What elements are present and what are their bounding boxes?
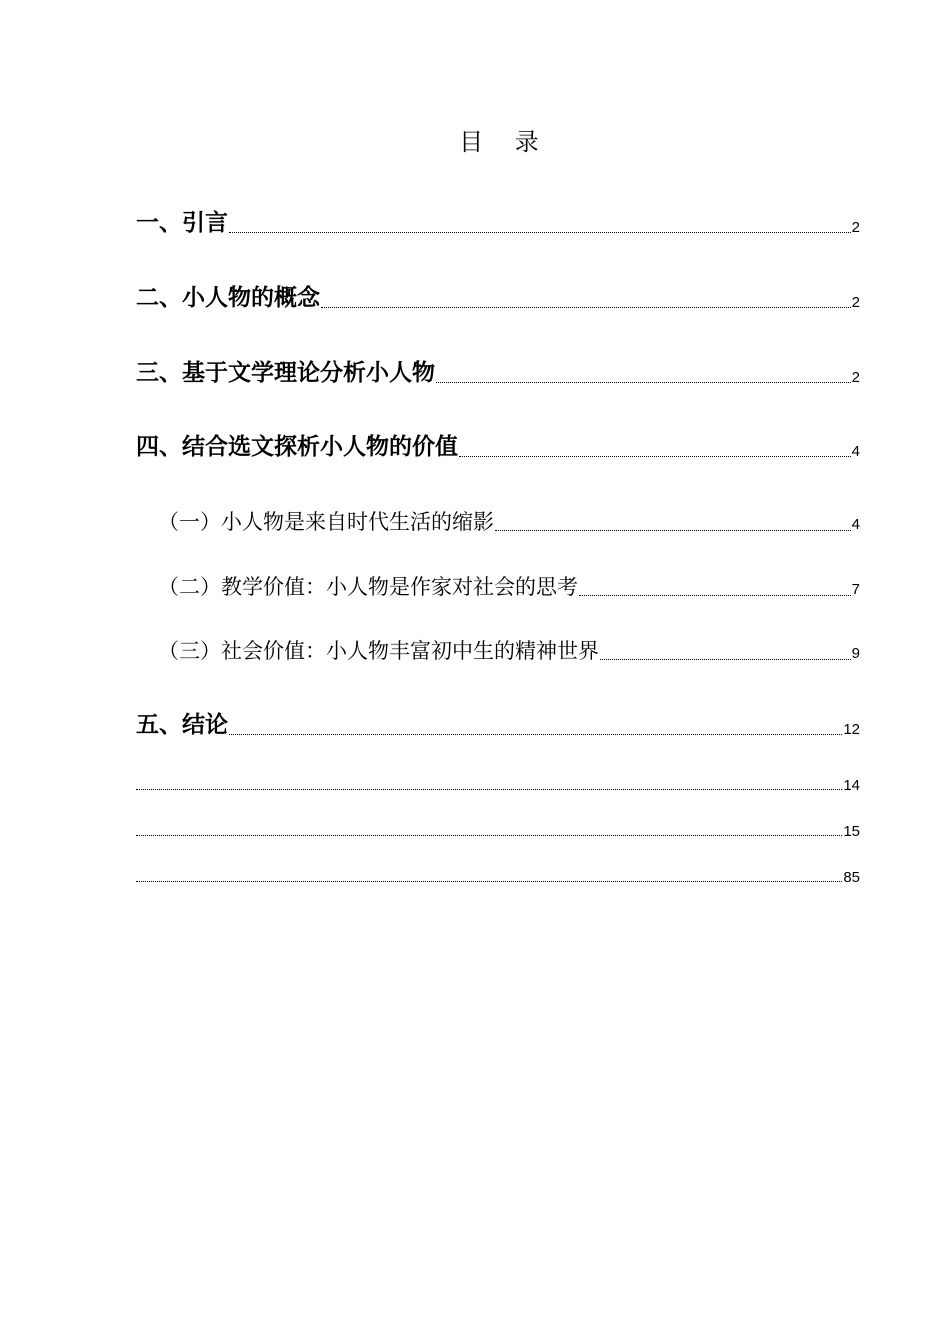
toc-title: 目 录 [459, 128, 551, 156]
toc-page-number: 85 [843, 869, 860, 886]
toc-entry-sub-2[interactable] [158, 573, 860, 601]
toc-entry-concept[interactable] [136, 283, 860, 313]
dot-leader [136, 789, 842, 790]
dot-leader [459, 456, 851, 457]
toc-page-number: 15 [843, 823, 860, 840]
toc-entry-sub-1[interactable] [158, 508, 860, 536]
toc-entry-introduction[interactable] [136, 208, 860, 238]
toc-entry-untitled-3[interactable] [136, 869, 860, 887]
toc-page-number: 2 [851, 219, 860, 236]
toc-page-number: 4 [851, 516, 860, 533]
toc-entry-text: （一）小人物是来自时代生活的缩影 [158, 510, 494, 534]
dot-leader [600, 659, 851, 660]
toc-page-number: 2 [851, 294, 860, 311]
toc-page-number: 7 [851, 581, 860, 598]
toc-entry-text: 五、结论 [136, 712, 228, 738]
toc-entry-value[interactable] [136, 432, 860, 462]
dot-leader [579, 595, 851, 596]
dot-leader [321, 307, 851, 308]
toc-entry-theory-analysis[interactable] [136, 358, 860, 388]
dot-leader [436, 382, 851, 383]
dot-leader [136, 881, 842, 882]
dot-leader [495, 530, 851, 531]
dot-leader [136, 835, 842, 836]
toc-entry-text: 二、小人物的概念 [136, 285, 320, 311]
toc-entry-untitled-2[interactable] [136, 823, 860, 841]
toc-entry-text: 四、结合选文探析小人物的价值 [136, 434, 458, 460]
dot-leader [229, 232, 851, 233]
toc-entry-conclusion[interactable] [136, 710, 860, 740]
toc-page-number: 2 [851, 369, 860, 386]
toc-entry-text: 三、基于文学理论分析小人物 [136, 360, 435, 386]
toc-page-number: 14 [843, 777, 860, 794]
toc-entry-text: 一、引言 [136, 210, 228, 236]
toc-entry-text: （二）教学价值：小人物是作家对社会的思考 [158, 575, 578, 599]
toc-page-number: 9 [851, 645, 860, 662]
toc-entry-sub-3[interactable] [158, 637, 860, 665]
toc-page-number: 4 [851, 443, 860, 460]
toc-page-number: 12 [843, 721, 860, 738]
toc-entry-text: （三）社会价值：小人物丰富初中生的精神世界 [158, 639, 599, 663]
toc-entry-untitled-1[interactable] [136, 777, 860, 795]
dot-leader [229, 734, 842, 735]
